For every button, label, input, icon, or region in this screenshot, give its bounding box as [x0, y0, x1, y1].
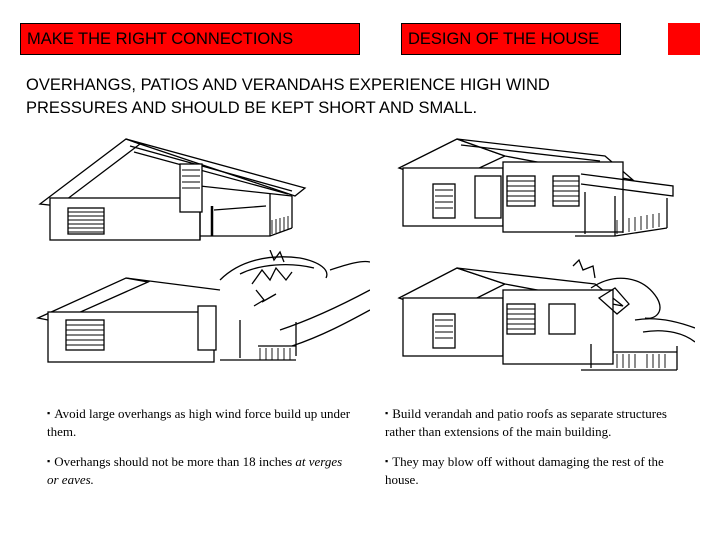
- right-bullet-2-text: They may blow off without damaging the rest of the house.: [385, 454, 664, 487]
- left-bullet-1-text: Avoid large overhangs as high wind force build up under them.: [47, 406, 351, 439]
- bullet-dot-icon: ▪: [385, 456, 389, 466]
- house-with-long-overhang-verandah-illustration: [30, 136, 315, 246]
- intro-line-1: OVERHANGS, PATIOS AND VERANDAHS EXPERIENCE HIGH WIND: [26, 76, 550, 94]
- house-with-separate-verandah-roof-illustration: [395, 136, 685, 246]
- bullet-dot-icon: ▪: [47, 456, 51, 466]
- bullet-dot-icon: ▪: [47, 408, 51, 418]
- header-left-title: MAKE THE RIGHT CONNECTIONS: [20, 23, 360, 55]
- right-bullet-1-text: Build verandah and patio roofs as separate structures rather than extensions of the main building.: [385, 406, 667, 439]
- header-right-title: DESIGN OF THE HOUSE: [401, 23, 621, 55]
- intro-heading: [26, 74, 686, 120]
- separate-verandah-roof-blown-off-illustration: [395, 258, 695, 388]
- header-accent-block: [668, 23, 700, 55]
- left-bullet-2-text: Overhangs should not be more than 18 inches: [54, 454, 296, 469]
- left-bullet-list: [47, 404, 352, 500]
- left-bullet-2-italic-text: at verges or eaves.: [47, 454, 343, 487]
- left-bullet-2: [47, 452, 352, 489]
- overhang-roof-torn-by-wind-illustration: [30, 250, 370, 375]
- right-bullet-list: [385, 404, 690, 500]
- intro-line-2: PRESSURES AND SHOULD BE KEPT SHORT AND SMALL.: [26, 99, 478, 117]
- left-bullet-1: [47, 404, 352, 441]
- bullet-dot-icon: ▪: [385, 408, 389, 418]
- right-bullet-1: [385, 404, 690, 441]
- right-bullet-2: [385, 452, 690, 489]
